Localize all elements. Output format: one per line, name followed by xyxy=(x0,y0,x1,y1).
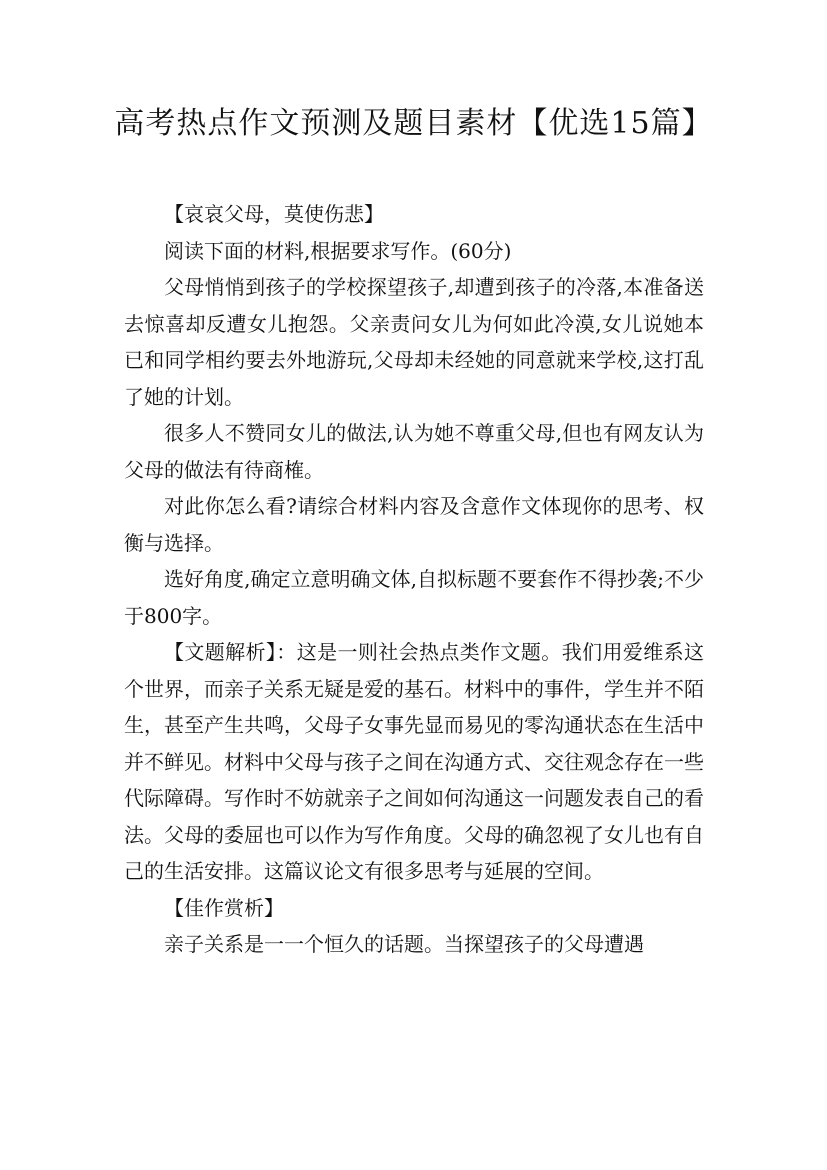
requirement-paragraph: 选好角度,确定立意明确文体,自拟标题不要套作不得抄袭;不少于800字。 xyxy=(124,567,704,628)
document-body xyxy=(124,196,704,963)
analysis-paragraph: 【文题解析】：这是一则社会热点类作文题。我们用爱维系这个世界，而亲子关系无疑是爱的基石。材料中的事件，学生并不陌生，甚至产生共鸣，父母子女事先显而易见的零沟通状态在生活中并不鲜见。材料中父母与孩子之间在沟通方式、交往观念存在一些代际障碍。写作时不妨就亲子之间如何沟通这一问题发表自己的看法。父母的委屈也可以作为写作角度。父母的确忽视了女儿也有自己的生活安排。这篇议论文有很多思考与延展的空间。 xyxy=(124,640,704,883)
opinion-paragraph: 很多人不赞同女儿的做法,认为她不尊重父母,但也有网友认为父母的做法有待商榷。 xyxy=(124,421,704,482)
instruction-paragraph: 阅读下面的材料,根据要求写作。(60分) xyxy=(164,238,512,263)
question-paragraph: 对此你怎么看?请综合材料内容及含意作文体现你的思考、权衡与选择。 xyxy=(124,494,704,555)
material-paragraph: 父母悄悄到孩子的学校探望孩子,却遭到孩子的冷落,本准备送去惊喜却反遭女儿抱怨。父亲责问女儿为何如此冷漠,女儿说她本已和同学相约要去外地游玩,父母却未经她的同意就来学校,这打乱了她的计划。 xyxy=(124,275,704,409)
essay-paragraph: 亲子关系是一一个恒久的话题。当探望孩子的父母遭遇 xyxy=(164,932,644,956)
section-heading-prompt: 【哀哀父母，莫使伤悲】 xyxy=(164,202,384,226)
document-title: 高考热点作文预测及题目素材【优选15篇】 xyxy=(114,106,713,141)
section-heading-essay: 【佳作赏析】 xyxy=(164,895,284,920)
